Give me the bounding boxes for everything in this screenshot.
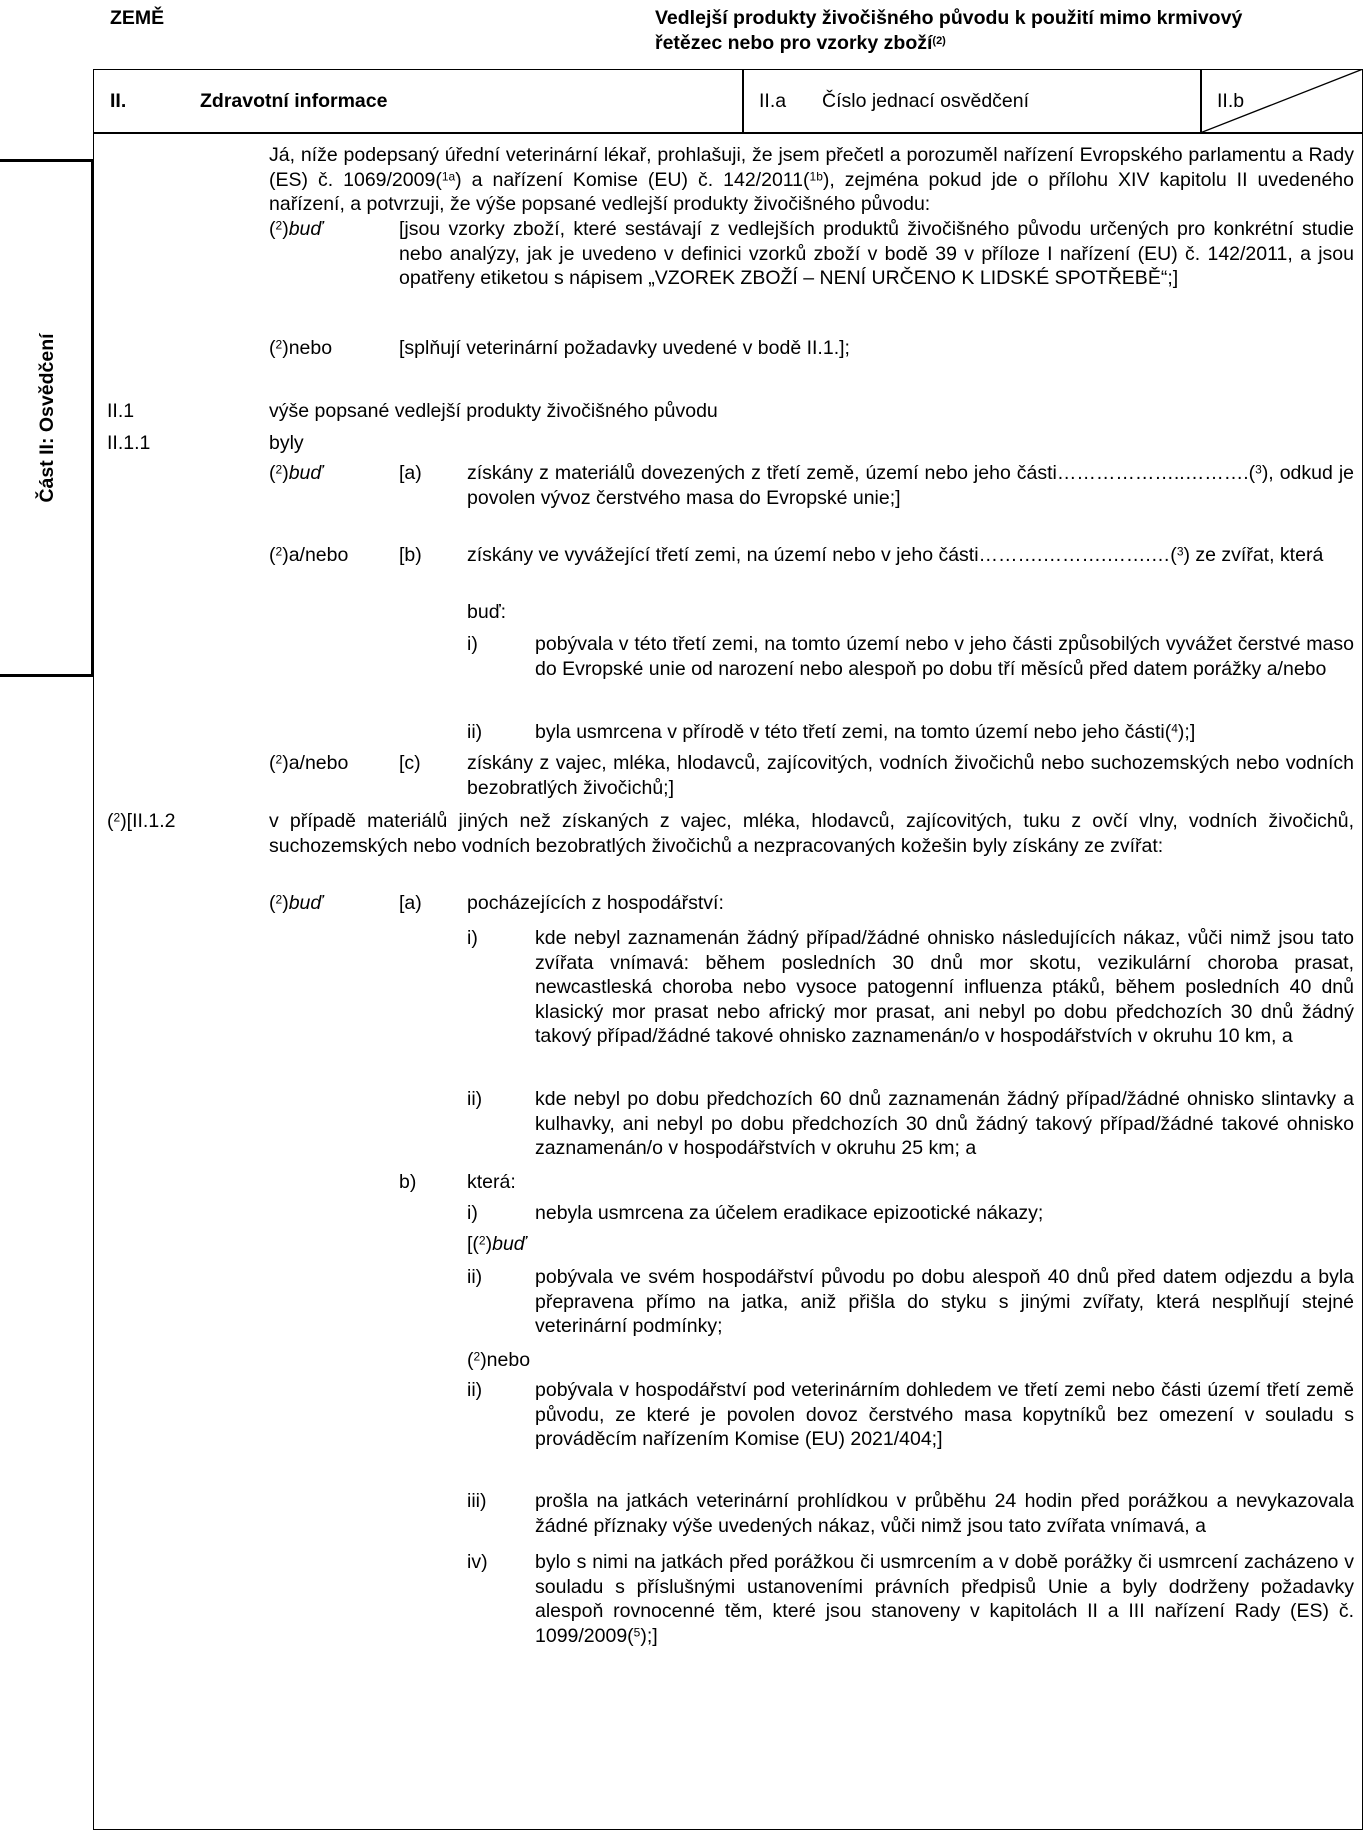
- ii11-b-marker: ($^2$)a/nebo: [269, 544, 349, 566]
- ii12-b-iv-text: bylo s nimi na jatkách před porážkou či usmrcením a v době porážky či usmrcení zacházeno v souladu s příslušnými ustanoveními právních předpisů Unie a byly dodrženy požadavky alespoň rovnocenné těm, které jsou stanoveny v kapitolách II a III nařízení Rady (ES) č. 1099/2009($^5$);]: [535, 1551, 1354, 1647]
- ii12-b-ii2-label: ii): [467, 1379, 483, 1401]
- ref-code: II.a: [759, 90, 787, 112]
- document-title: [655, 6, 1355, 56]
- ii12-number: ($^2$)[II.1.2: [107, 810, 176, 832]
- ii11-number: II.1.1: [107, 432, 151, 454]
- ii11-b-label: [b): [399, 544, 422, 566]
- ii11-a-marker: ($^2$)buď: [269, 462, 323, 484]
- ii12-a-i-label: i): [467, 927, 478, 949]
- ii12-b-text: která:: [467, 1171, 516, 1193]
- ii12-b-iv-label: iv): [467, 1551, 488, 1573]
- ii12-text: v případě materiálů jiných než získaných z vajec, mléka, hlodavců, zajícovitých, tuku z ovčí vlny, vodních živočichů, suchozemských nebo vodních bezobratlých živočichů a nezpracovaných kožešin byly získány ze zvířat:: [269, 810, 1354, 857]
- ii12-a-i-text: kde nebyl zaznamenán žádný případ/žádné ohnisko následujících nákaz, vůči nimž jsou tato zvířata vnímavá: během posledních 30 dnů mor skotu, vezikulární choroba prasat, newcastleská choroba nebo vysoce patogenní influenza ptáků, během posledních 40 dnů klasický mor prasat nebo africký mor prasat, ani nebyl po dobu předchozích 30 dnů žádný takový případ/žádné takové ohnisko zaznamenán/o v hospodářstvích v okruhu 10 km, a: [535, 927, 1354, 1047]
- option-1-text: [jsou vzorky zboží, které sestávají z vedlejších produktů živočišného původu určených pro konkrétní studie nebo analýzy, jak je uvedeno v definici vzorků zboží v bodě 39 v příloze I nařízení (EU) č. 142/2011, a jsou opatřeny etiketou s nápisem „VZOREK ZBOŽÍ – NENÍ URČENO K LIDSKÉ SPOTŘEBĚ“;]: [399, 218, 1354, 289]
- ii12-b-ii-text: pobývala ve svém hospodářství původu po dobu alespoň 40 dnů před datem odjezdu a byla přepravena přímo na jatka, aniž přišla do styku s jinými zvířaty, která nesplňují stejné veterinární podmínky;: [535, 1266, 1354, 1337]
- ii12-b-ii2-text: pobývala v hospodářství pod veterinárním dohledem ve třetí zemi nebo části území třetí země původu, ze které je povolen dovoz čerstvého masa kopytníků bez omezení v souladu s prováděcím nařízením Komise (EU) 2021/404;]: [535, 1379, 1354, 1450]
- ii11-a-label: [a): [399, 462, 422, 484]
- title-line-1: Vedlejší produkty živočišného původu k použití mimo krmivový: [655, 7, 1243, 29]
- ii11-b-i-label: i): [467, 633, 478, 655]
- ii11-b-text: získány ve vyvážející třetí zemi, na území nebo v jeho části……….……….…….…($^3$) ze zvířat, která: [467, 544, 1324, 566]
- header-row-divider: [93, 132, 1363, 134]
- option-2-text: [splňují veterinární požadavky uvedené v bodě II.1.];: [399, 337, 850, 359]
- ii12-a-ii-label: ii): [467, 1088, 483, 1110]
- ii12-b-i-label: i): [467, 1202, 478, 1224]
- ref-b-code: II.b: [1217, 90, 1245, 112]
- ii12-b-bud-marker: [($^2$)buď: [467, 1233, 526, 1255]
- ii11-b-ii-text: byla usmrcena v přírodě v této třetí zemi, na tomto území nebo jeho části($^4$);]: [535, 721, 1196, 743]
- ii11-text: byly: [269, 432, 304, 454]
- ii11-a-text: získány z materiálů dovezených z třetí země, území nebo jeho části………………..……….($^3$), odkud je povolen vývoz čerstvého masa do Evropské unie;]: [467, 462, 1355, 509]
- ii12-a-marker: ($^2$)buď: [269, 892, 323, 914]
- section-title: Zdravotní informace: [200, 90, 388, 112]
- ii11-b-ii-label: ii): [467, 721, 483, 743]
- ref-label: Číslo jednací osvědčení: [822, 90, 1030, 112]
- ii11-c-text: získány z vajec, mléka, hlodavců, zajícovitých, vodních živočichů nebo suchozemských nebo vodních bezobratlých živočichů;]: [467, 752, 1354, 799]
- ii12-a-label: [a): [399, 892, 422, 914]
- ii12-b-iii-text: prošla na jatkách veterinární prohlídkou v průběhu 24 hodin před porážkou a nevykazovala žádné příznaky výše uvedených nákaz, vůči nimž jsou tato zvířata vnímavá, a: [535, 1490, 1354, 1537]
- option-2-marker: ($^2$)nebo: [269, 337, 333, 359]
- intro-paragraph: Já, níže podepsaný úřední veterinární lékař, prohlašuji, že jsem přečetl a porozuměl nařízení Evropského parlamentu a Rady (ES) č. 1069/2009($^{1a}$) a nařízení Komise (EU) č. 142/2011($^{1b}$), zejména pokud jde o přílohu XIV kapitolu II uvedeného nařízení, a potvrzuji, že výše popsané vedlejší produkty živočišného původu:: [269, 144, 1354, 215]
- ii11-b-bud-line: buď:: [467, 601, 507, 623]
- ii11-c-marker: ($^2$)a/nebo: [269, 752, 349, 774]
- ii1-number: II.1: [107, 400, 135, 422]
- title-line-2: řetězec nebo pro vzorky zboží$^{(2)}$: [655, 32, 946, 54]
- ii12-b-nebo-marker: ($^2$)nebo: [467, 1349, 531, 1371]
- country-label: ZEMĚ: [110, 7, 165, 29]
- header-col-divider-1: [742, 69, 744, 133]
- option-1-marker: ($^2$)buď: [269, 218, 323, 240]
- ii1-text: výše popsané vedlejší produkty živočišného původu: [269, 400, 718, 422]
- ii11-b-i-text: pobývala v této třetí zemi, na tomto území nebo v jeho části způsobilých vyvážet čerstvé maso do Evropské unie od narození nebo alespoň po dobu tří měsíců před datem porážky a/nebo: [535, 633, 1354, 680]
- ii12-b-label: b): [399, 1171, 417, 1193]
- section-number: II.: [110, 90, 127, 112]
- ii12-b-iii-label: iii): [467, 1490, 487, 1512]
- ii11-c-label: [c): [399, 752, 421, 774]
- ii12-b-ii-label: ii): [467, 1266, 483, 1288]
- ii12-a-text: pocházejících z hospodářství:: [467, 892, 724, 914]
- ii12-a-ii-text: kde nebyl po dobu předchozích 60 dnů zaznamenán žádný případ/žádné ohnisko slintavky a kulhavky, ani nebyl po dobu předchozích 30 dnů žádný takový případ/žádné takové ohnisko zaznamenán/o v hospodářstvích v okruhu 25 km; a: [535, 1088, 1354, 1159]
- side-tab-label: Část II: Osvědčení: [35, 333, 58, 503]
- ii12-b-i-text: nebyla usmrcena za účelem eradikace epizootické nákazy;: [535, 1202, 1044, 1224]
